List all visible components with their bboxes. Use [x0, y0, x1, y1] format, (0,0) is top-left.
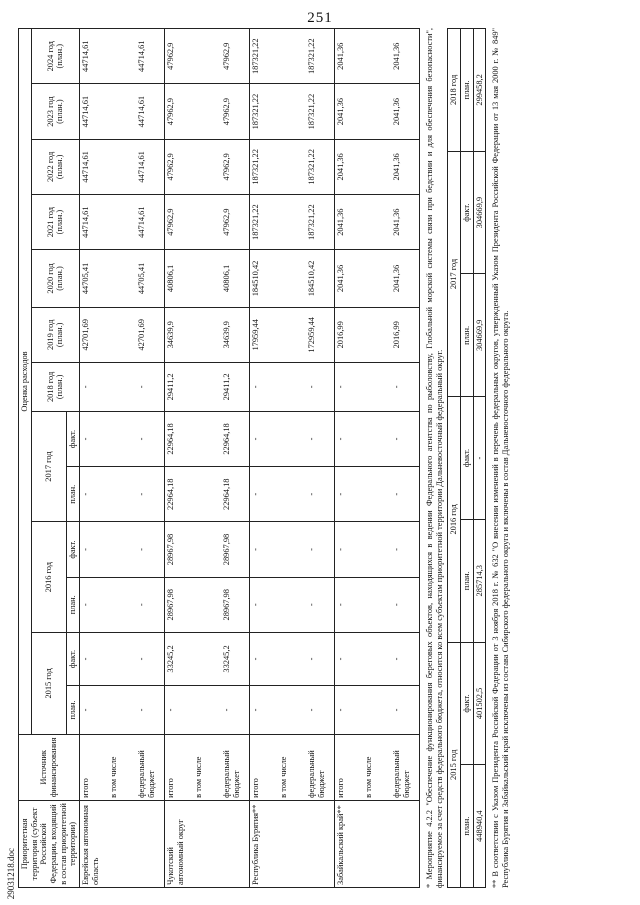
value-cell: 2041,36	[391, 195, 420, 250]
table-row	[164, 29, 193, 888]
summary-cell: 285714,3	[473, 519, 486, 642]
table-row	[108, 29, 136, 888]
source-cell: итого	[164, 734, 193, 800]
value-cell	[108, 411, 136, 466]
value-cell: 2041,36	[391, 139, 420, 194]
value-cell	[363, 411, 391, 466]
value-cell: 47962,9	[221, 195, 250, 250]
value-cell: 42701,69	[79, 307, 108, 362]
value-cell: 2041,36	[334, 250, 363, 307]
value-cell: -	[249, 411, 278, 466]
value-cell: -	[334, 577, 363, 632]
header-2023: 2023 год (план.)	[31, 84, 79, 139]
summary-table	[447, 28, 486, 888]
value-cell: 34639,9	[221, 307, 250, 362]
source-cell: в том числе	[363, 734, 391, 800]
value-cell: -	[306, 467, 335, 522]
value-cell	[193, 577, 221, 632]
header-2017: 2017 год	[31, 411, 67, 522]
value-cell: -	[334, 522, 363, 577]
value-cell: 187321,22	[249, 139, 278, 194]
value-cell: 44714,61	[79, 139, 108, 194]
value-cell: 44714,61	[136, 84, 165, 139]
table-row	[193, 29, 221, 888]
value-cell	[278, 307, 306, 362]
value-cell: 187321,22	[306, 139, 335, 194]
header-estimate: Оценка расходов	[19, 29, 32, 735]
value-cell	[108, 195, 136, 250]
value-cell: 40806,1	[164, 250, 193, 307]
summary-cell: 448940,4	[473, 765, 486, 888]
value-cell	[278, 195, 306, 250]
value-cell: 187321,22	[249, 84, 278, 139]
value-cell: 40806,1	[221, 250, 250, 307]
value-cell	[108, 307, 136, 362]
value-cell: -	[249, 632, 278, 685]
value-cell: -	[136, 411, 165, 466]
value-cell	[278, 632, 306, 685]
value-cell: -	[221, 686, 250, 735]
value-cell: -	[136, 686, 165, 735]
header-2022: 2022 год (план.)	[31, 139, 79, 194]
value-cell: -	[79, 632, 108, 685]
value-cell: -	[79, 467, 108, 522]
value-cell: -	[391, 632, 420, 685]
value-cell: 44714,61	[79, 84, 108, 139]
value-cell: -	[391, 577, 420, 632]
source-cell: федеральный бюджет	[306, 734, 335, 800]
footnote-text: ** В соответствии с Указом Президента Российской Федерации от 3 ноября 2018 г. № 632 "О внесении изменений в перечень федеральных округов, утвержденный Указом Президента Российской Федерации от 13 мая 2000 г. № 849" Республика Бурятия и Забайкальский край исключены из состава Сибирского федерального округа и включены в состав Дальневосточного федерального округа.	[491, 28, 510, 888]
value-cell: 28967,98	[164, 577, 193, 632]
territory-cell	[221, 800, 250, 887]
value-cell: -	[79, 411, 108, 466]
value-cell: -	[391, 686, 420, 735]
value-cell: -	[306, 411, 335, 466]
value-cell: 47962,9	[164, 29, 193, 84]
source-cell: федеральный бюджет	[391, 734, 420, 800]
value-cell: 34639,9	[164, 307, 193, 362]
value-cell	[363, 29, 391, 84]
value-cell: -	[249, 686, 278, 735]
value-cell: -	[79, 577, 108, 632]
value-cell: 28967,98	[221, 522, 250, 577]
header-plan: план.	[67, 686, 80, 735]
value-cell	[193, 467, 221, 522]
value-cell: 22964,18	[221, 467, 250, 522]
header-fact: факт.	[67, 632, 80, 685]
value-cell: 44714,61	[136, 29, 165, 84]
table-row	[136, 29, 165, 888]
value-cell: -	[334, 686, 363, 735]
header-2024: 2024 год (план.)	[31, 29, 79, 84]
value-cell: -	[334, 632, 363, 685]
value-cell	[278, 139, 306, 194]
value-cell: 187321,22	[306, 29, 335, 84]
value-cell: 47962,9	[164, 195, 193, 250]
value-cell	[278, 577, 306, 632]
value-cell: -	[306, 577, 335, 632]
territory-cell: Чукотский автономный округ	[164, 800, 193, 887]
value-cell: 187321,22	[249, 29, 278, 84]
value-cell: -	[391, 411, 420, 466]
table-row	[249, 29, 278, 888]
header-2016: 2016 год	[31, 522, 67, 633]
value-cell: 44714,61	[136, 139, 165, 194]
value-cell	[278, 250, 306, 307]
value-cell: 47962,9	[164, 139, 193, 194]
value-cell: 44705,41	[136, 250, 165, 307]
territory-cell	[193, 800, 221, 887]
value-cell: 33245,2	[221, 632, 250, 685]
value-cell	[193, 195, 221, 250]
value-cell	[108, 632, 136, 685]
value-cell	[363, 686, 391, 735]
expenses-table	[18, 28, 420, 888]
header-2021: 2021 год (план.)	[31, 195, 79, 250]
value-cell	[363, 84, 391, 139]
table-row	[221, 29, 250, 888]
summary-plan: план.	[460, 29, 473, 152]
territory-cell	[278, 800, 306, 887]
value-cell	[108, 686, 136, 735]
value-cell: 17959,44	[249, 307, 278, 362]
value-cell: 22964,18	[221, 411, 250, 466]
value-cell: -	[334, 411, 363, 466]
value-cell	[363, 195, 391, 250]
value-cell	[108, 29, 136, 84]
value-cell	[108, 577, 136, 632]
table-row	[79, 29, 108, 888]
value-cell	[108, 84, 136, 139]
summary-cell: 401502,5	[473, 642, 486, 765]
source-cell: в том числе	[108, 734, 136, 800]
value-cell	[278, 467, 306, 522]
value-cell	[278, 362, 306, 411]
value-cell	[363, 577, 391, 632]
territory-cell	[136, 800, 165, 887]
value-cell	[363, 632, 391, 685]
summary-header-2016: 2016 год	[448, 397, 461, 642]
value-cell	[363, 307, 391, 362]
value-cell	[108, 467, 136, 522]
note-text: * Мероприятие 4.2.2 "Обеспечение функционирования береговых объектов, находящихся в ведении Федерального агентства по рыболовству, Глобальной морской системы связи при бедствии и для обеспечения безопасности", финансируемое за счет средств федерального бюджета, относится ко всем субъектам приоритетной территории Дальневосточный федеральный округ.	[424, 28, 444, 888]
header-plan: план.	[67, 467, 80, 522]
document-code: 29031218.doc	[6, 847, 16, 899]
value-cell: -	[136, 362, 165, 411]
header-2019: 2019 год (план.)	[31, 307, 79, 362]
value-cell: 2041,36	[391, 29, 420, 84]
territory-cell	[108, 800, 136, 887]
value-cell: 28967,98	[164, 522, 193, 577]
header-territory: Приоритетная территория (субъект Российской Федерации, входящий в состав приоритетной территории)	[19, 800, 80, 887]
value-cell: 184510,42	[249, 250, 278, 307]
value-cell: 2041,36	[334, 84, 363, 139]
source-cell: итого	[79, 734, 108, 800]
summary-fact: факт.	[460, 397, 473, 520]
value-cell: 44705,41	[79, 250, 108, 307]
summary-header-2017: 2017 год	[448, 151, 461, 396]
value-cell	[278, 411, 306, 466]
territory-cell: Республика Бурятия**	[249, 800, 278, 887]
value-cell: 33245,2	[164, 632, 193, 685]
value-cell	[278, 522, 306, 577]
summary-cell: 304669,9	[473, 151, 486, 274]
table-row	[391, 29, 420, 888]
value-cell: 29411,2	[221, 362, 250, 411]
value-cell: -	[249, 467, 278, 522]
value-cell	[193, 250, 221, 307]
value-cell: -	[306, 632, 335, 685]
rotated-content	[18, 23, 618, 888]
value-cell: -	[334, 362, 363, 411]
value-cell: 47962,9	[221, 84, 250, 139]
value-cell	[363, 250, 391, 307]
header-2015: 2015 год	[31, 632, 67, 734]
value-cell: 2041,36	[334, 29, 363, 84]
value-cell	[193, 411, 221, 466]
value-cell	[193, 139, 221, 194]
value-cell: -	[391, 522, 420, 577]
value-cell: -	[249, 522, 278, 577]
header-2020: 2020 год (план.)	[31, 250, 79, 307]
value-cell: 2041,36	[391, 84, 420, 139]
value-cell: 42701,69	[136, 307, 165, 362]
value-cell: -	[391, 362, 420, 411]
summary-plan: план.	[460, 765, 473, 888]
value-cell	[193, 522, 221, 577]
header-source: Источник финансирования	[19, 734, 80, 800]
value-cell	[193, 632, 221, 685]
table-row	[334, 29, 363, 888]
value-cell: -	[306, 522, 335, 577]
value-cell: 44714,61	[79, 195, 108, 250]
value-cell: -	[306, 362, 335, 411]
value-cell	[278, 84, 306, 139]
value-cell: -	[79, 362, 108, 411]
value-cell: -	[136, 632, 165, 685]
summary-header-2015: 2015 год	[448, 642, 461, 887]
value-cell: 2016,99	[391, 307, 420, 362]
value-cell: 44714,61	[79, 29, 108, 84]
value-cell	[108, 139, 136, 194]
value-cell: 28967,98	[221, 577, 250, 632]
value-cell: 184510,42	[306, 250, 335, 307]
value-cell	[363, 522, 391, 577]
value-cell	[108, 250, 136, 307]
value-cell: -	[249, 362, 278, 411]
value-cell	[193, 362, 221, 411]
source-cell: федеральный бюджет	[136, 734, 165, 800]
value-cell: -	[136, 467, 165, 522]
value-cell: -	[136, 522, 165, 577]
header-2018: 2018 год (план.)	[31, 362, 79, 411]
header-fact: факт.	[67, 522, 80, 577]
territory-cell	[391, 800, 420, 887]
value-cell: 2041,36	[391, 250, 420, 307]
value-cell: 47962,9	[221, 29, 250, 84]
value-cell: 22964,18	[164, 467, 193, 522]
territory-cell: Еврейская автономная область	[79, 800, 108, 887]
value-cell: 2041,36	[334, 195, 363, 250]
value-cell: 2041,36	[334, 139, 363, 194]
summary-fact: факт.	[460, 642, 473, 765]
value-cell: -	[334, 467, 363, 522]
source-cell: итого	[334, 734, 363, 800]
summary-cell: 299458,2	[473, 29, 486, 152]
value-cell: 29411,2	[164, 362, 193, 411]
territory-cell	[306, 800, 335, 887]
value-cell: 47962,9	[164, 84, 193, 139]
page-number: 251	[307, 10, 333, 26]
value-cell: -	[79, 522, 108, 577]
source-cell: итого	[249, 734, 278, 800]
value-cell: -	[79, 686, 108, 735]
value-cell	[193, 307, 221, 362]
territory-cell: Забайкальский край**	[334, 800, 363, 887]
table-row	[363, 29, 391, 888]
value-cell: 187321,22	[306, 195, 335, 250]
territory-cell	[363, 800, 391, 887]
summary-header-2018: 2018 год	[448, 29, 461, 152]
value-cell: 2016,99	[334, 307, 363, 362]
value-cell	[278, 29, 306, 84]
value-cell	[108, 362, 136, 411]
summary-fact: факт.	[460, 151, 473, 274]
value-cell	[108, 522, 136, 577]
summary-plan: план.	[460, 519, 473, 642]
value-cell	[363, 467, 391, 522]
header-plan: план.	[67, 577, 80, 632]
value-cell	[193, 686, 221, 735]
value-cell: 47962,9	[221, 139, 250, 194]
table-row	[278, 29, 306, 888]
value-cell	[278, 686, 306, 735]
value-cell: -	[306, 686, 335, 735]
value-cell	[193, 29, 221, 84]
value-cell: 44714,61	[136, 195, 165, 250]
table-body	[79, 29, 419, 888]
value-cell	[363, 139, 391, 194]
value-cell: 22964,18	[164, 411, 193, 466]
header-fact: факт.	[67, 411, 80, 466]
value-cell: 187321,22	[249, 195, 278, 250]
source-cell: федеральный бюджет	[221, 734, 250, 800]
value-cell: -	[136, 577, 165, 632]
summary-plan: план.	[460, 274, 473, 397]
value-cell: 172959,44	[306, 307, 335, 362]
value-cell: -	[249, 577, 278, 632]
table-row	[306, 29, 335, 888]
value-cell	[193, 84, 221, 139]
value-cell: -	[391, 467, 420, 522]
source-cell: в том числе	[193, 734, 221, 800]
value-cell: 187321,22	[306, 84, 335, 139]
value-cell	[363, 362, 391, 411]
value-cell: -	[164, 686, 193, 735]
summary-cell: 304669,9	[473, 274, 486, 397]
source-cell: в том числе	[278, 734, 306, 800]
summary-cell: -	[473, 397, 486, 520]
